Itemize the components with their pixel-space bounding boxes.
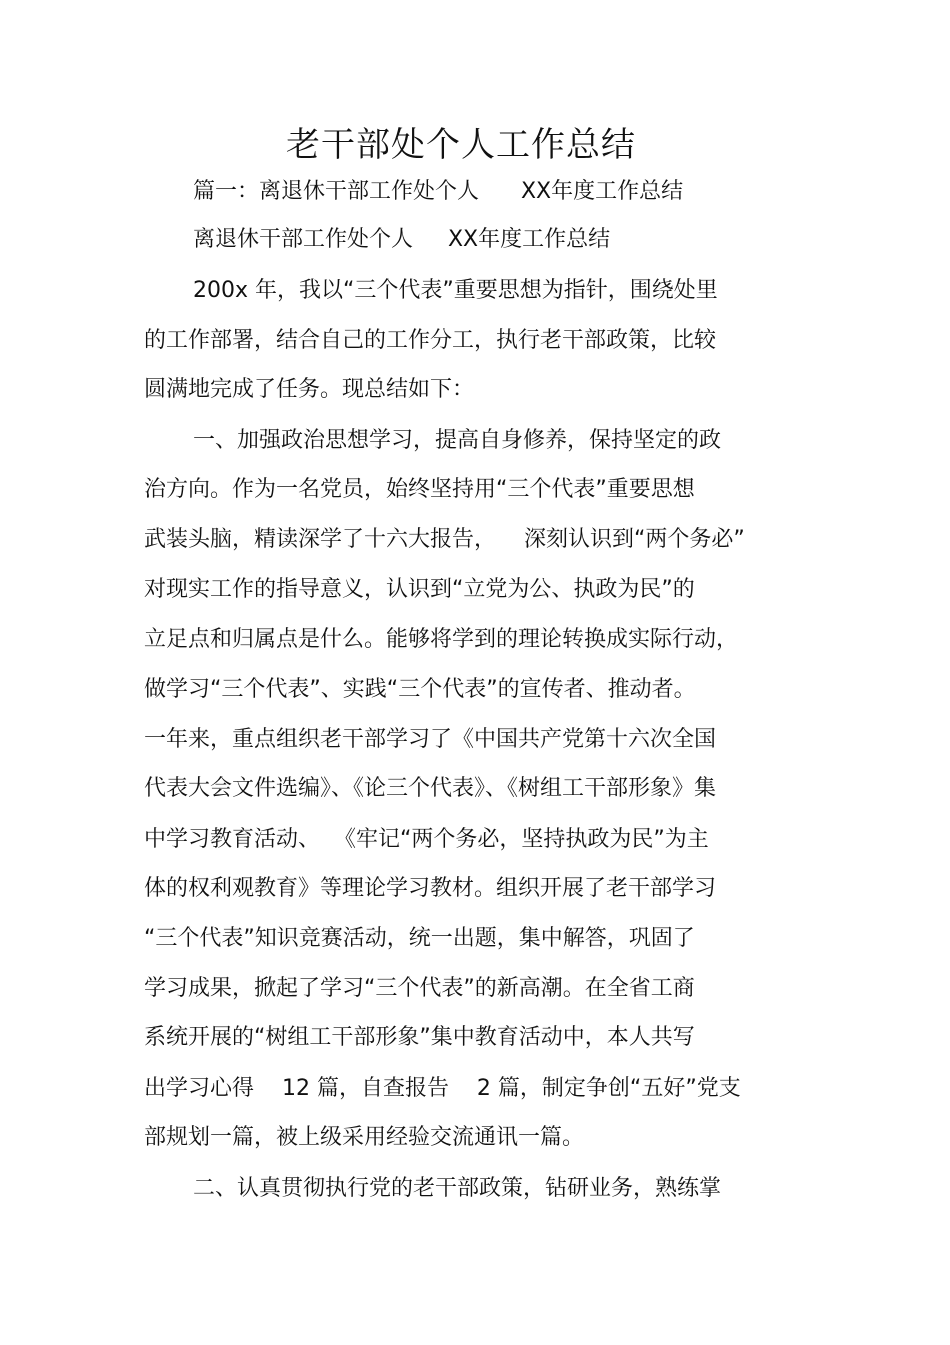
paragraph-line: 中学习教育活动、 《牢记“两个务必，坚持执政为民”为主	[144, 827, 709, 852]
document-title: 老干部处个人工作总结	[286, 125, 636, 165]
paragraph-line: 立足点和归属点是什么。能够将学到的理论转换成实际行动，	[144, 627, 739, 652]
paragraph-line: 出学习心得 12 篇，自查报告 2 篇，制定争创“五好”党支	[144, 1076, 741, 1101]
paragraph-line: 的工作部署，结合自己的工作分工，执行老干部政策，比较	[144, 328, 717, 353]
paragraph-line: 200x 年，我以“三个代表”重要思想为指针，围绕处里	[193, 278, 718, 303]
paragraph-line: 对现实工作的指导意义，认识到“立党为公、执政为民”的	[144, 577, 695, 602]
paragraph-line: 部规划一篇，被上级采用经验交流通讯一篇。	[144, 1125, 585, 1150]
paragraph-line: 代表大会文件选编》、《论三个代表》、《树组工干部形象》集	[144, 776, 717, 801]
paragraph-line: 一年来，重点组织老干部学习了《中国共产党第十六次全国	[144, 727, 717, 752]
paragraph-line: “三个代表”知识竞赛活动，统一出题，集中解答，巩固了	[144, 926, 695, 951]
subheading-1: 篇一：离退休干部工作处个人 XX年度工作总结	[193, 179, 684, 204]
paragraph-line: 一、加强政治思想学习，提高自身修养，保持坚定的政	[193, 428, 722, 453]
paragraph-line: 体的权利观教育》等理论学习教材。组织开展了老干部学习	[144, 876, 717, 901]
paragraph-line: 圆满地完成了任务。现总结如下：	[144, 377, 475, 402]
paragraph-line: 治方向。作为一名党员，始终坚持用“三个代表”重要思想	[144, 477, 695, 502]
paragraph-line: 学习成果，掀起了学习“三个代表”的新高潮。在全省工商	[144, 976, 695, 1001]
paragraph-line: 二、认真贯彻执行党的老干部政策，钻研业务，熟练掌	[193, 1176, 722, 1201]
subheading-2: 离退休干部工作处个人 XX年度工作总结	[193, 227, 611, 252]
paragraph-line: 做学习“三个代表”、实践“三个代表”的宣传者、推动者。	[144, 677, 696, 702]
paragraph-line: 系统开展的“树组工干部形象”集中教育活动中，本人共写	[144, 1025, 695, 1050]
paragraph-line: 武装头脑，精读深学了十六大报告， 深刻认识到“两个务必”	[144, 527, 745, 552]
